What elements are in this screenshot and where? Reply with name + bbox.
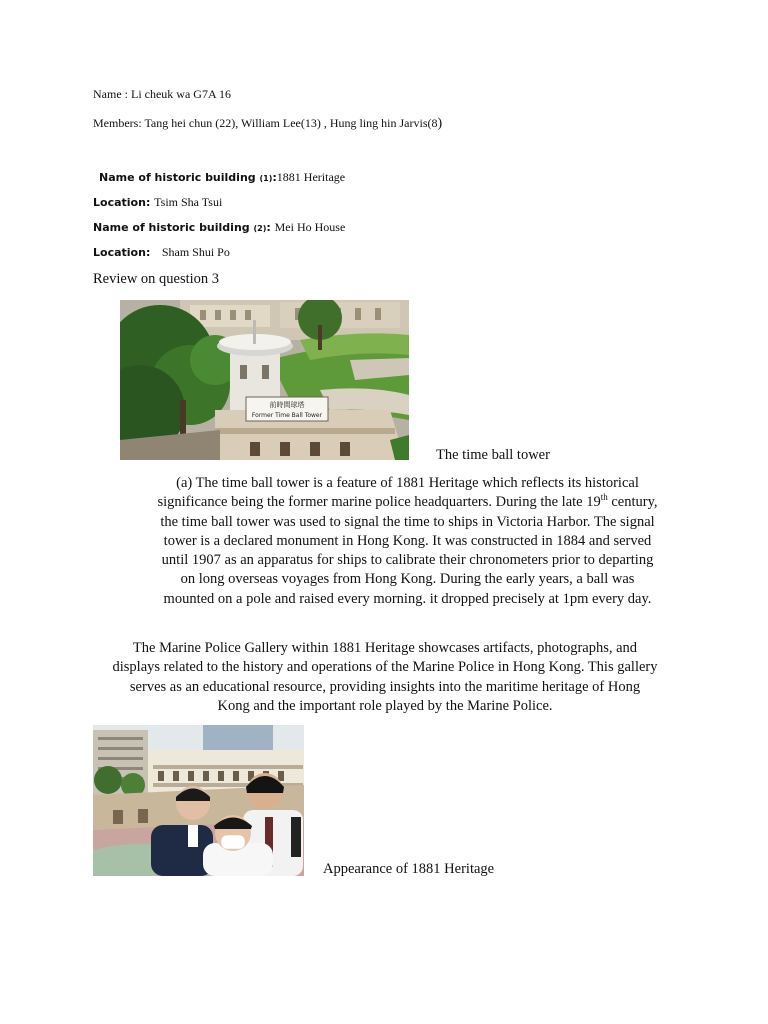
tower-sign-chinese: 前時間球塔 [269, 401, 305, 409]
building1-colon: : [272, 171, 277, 184]
tower-sign-english: Former Time Ball Tower [251, 412, 323, 419]
paragraph-a-line [120, 493, 695, 512]
paragraph-a-line: until 1907 as an apparatus for ships to calibrate their chronometers prior to departing [161, 552, 654, 569]
building1-value: 1881 Heritage [276, 170, 346, 184]
members-text: Members: Tang hei chun (22), William Lee(13) , Hung ling hin Jarvis(8 [93, 116, 438, 130]
building1-location-colon: : [145, 196, 155, 209]
building2-location-row [93, 245, 230, 260]
paragraph-b-line: serves as an educational resource, providing insights into the maritime heritage of Hong [129, 678, 641, 695]
building2-label: Name of historic building [93, 221, 254, 234]
heritage-group-photo [93, 725, 304, 876]
line-text: significance being the former marine police headquarters. During the late 19 [157, 494, 601, 511]
line-text: century, [607, 494, 658, 511]
figure2-caption: Appearance of 1881 Heritage [323, 861, 495, 877]
superscript-th: th [600, 492, 608, 503]
building1-label: Name of historic building [99, 171, 260, 184]
building2-number: (2) [253, 224, 267, 233]
building2-colon: : [266, 221, 275, 234]
heritage-group-illustration [93, 725, 304, 876]
paragraph-a-line: mounted on a pole and raised every morning. it dropped precisely at 1pm every day. [163, 590, 652, 607]
building1-location-value: Tsim Sha Tsui [154, 195, 223, 209]
building2-name-row [93, 220, 345, 235]
paragraph-b-line: displays related to the history and operations of the Marine Police in Hong Kong. This gallery [112, 659, 658, 676]
time-ball-tower-photo [120, 300, 409, 460]
paragraph-b [80, 639, 690, 716]
paragraph-a-line: tower is a declared monument in Hong Kong. It was constructed in 1884 and served [163, 532, 652, 549]
figure1-caption: The time ball tower [436, 447, 550, 463]
paragraph-a [120, 474, 695, 609]
time-ball-tower-illustration [120, 300, 409, 460]
paragraph-a-line: on long overseas voyages from Hong Kong. During the early years, a ball was [180, 571, 635, 588]
building1-name-row [99, 170, 345, 185]
members-line [93, 116, 442, 132]
review-heading: Review on question 3 [93, 271, 220, 287]
building1-location-label: Location [93, 196, 146, 209]
paragraph-b-line: Kong and the important role played by the Marine Police. [217, 697, 553, 714]
building2-location-colon: : [145, 246, 162, 259]
student-name-line: Name : Li cheuk wa G7A 16 [93, 87, 231, 101]
paragraph-b-line: The Marine Police Gallery within 1881 Heritage showcases artifacts, photographs, and [132, 640, 638, 656]
building1-number: (1) [259, 174, 273, 183]
building1-location-row [93, 195, 222, 210]
building2-location-value: Sham Shui Po [161, 245, 230, 259]
building2-value: Mei Ho House [274, 220, 346, 234]
paragraph-a-line: (a) The time ball tower is a feature of 1881 Heritage which reflects its historical [176, 475, 639, 491]
members-close-paren: ) [437, 116, 443, 131]
building2-location-label: Location [93, 246, 146, 259]
paragraph-a-line: the time ball tower was used to signal the time to ships in Victoria Harbor. The signal [160, 513, 655, 530]
